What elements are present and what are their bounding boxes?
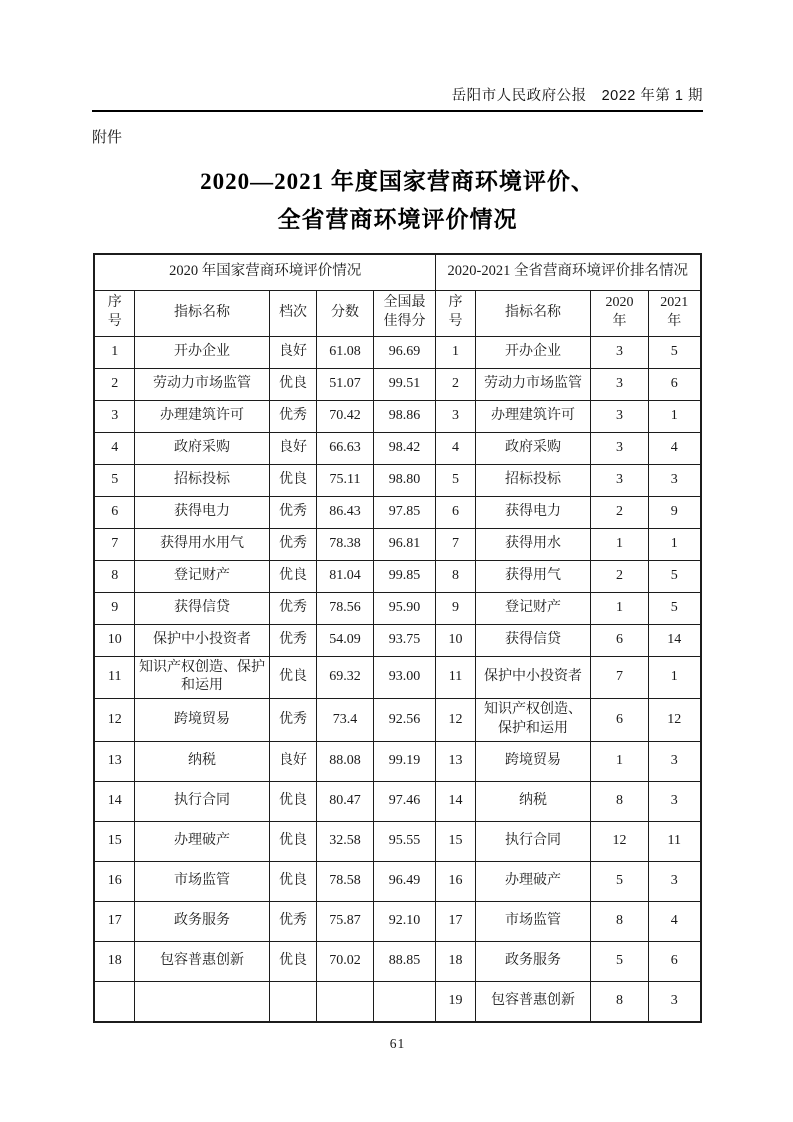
table-cell: 获得信贷 — [134, 592, 269, 624]
table-cell: 1 — [649, 656, 701, 699]
table-cell: 5 — [649, 336, 701, 368]
table-cell — [316, 982, 373, 1022]
table-cell: 跨境贸易 — [134, 699, 269, 742]
table-cell: 9 — [649, 496, 701, 528]
table-body — [94, 336, 700, 1022]
table-cell: 5 — [94, 464, 134, 496]
table-cell — [373, 982, 435, 1022]
table-cell: 14 — [649, 624, 701, 656]
table-cell: 市场监管 — [134, 862, 269, 902]
section-header-row — [94, 254, 700, 290]
document-title-line1: 2020—2021 年度国家营商环境评价、 — [200, 169, 595, 194]
table-cell: 登记财产 — [134, 560, 269, 592]
table-cell: 88.85 — [373, 942, 435, 982]
col-header-right-indicator: 指标名称 — [476, 290, 591, 336]
table-cell: 获得电力 — [134, 496, 269, 528]
table-cell: 优秀 — [269, 699, 316, 742]
table-row — [94, 528, 700, 560]
table-cell: 8 — [591, 982, 649, 1022]
table-cell: 14 — [94, 782, 134, 822]
col-header-rank-2021: 2021 年 — [649, 290, 701, 336]
table-cell: 6 — [436, 496, 476, 528]
table-cell: 优秀 — [269, 400, 316, 432]
table-cell — [269, 982, 316, 1022]
table-cell: 优良 — [269, 862, 316, 902]
table-cell: 11 — [649, 822, 701, 862]
table-cell: 97.85 — [373, 496, 435, 528]
col-header-grade: 档次 — [269, 290, 316, 336]
table-cell: 优良 — [269, 560, 316, 592]
table-cell: 执行合同 — [476, 822, 591, 862]
table-row — [94, 862, 700, 902]
table-cell: 54.09 — [316, 624, 373, 656]
table-cell: 66.63 — [316, 432, 373, 464]
page-number: 61 — [389, 1035, 406, 1051]
table-cell: 3 — [94, 400, 134, 432]
table-cell: 3 — [591, 368, 649, 400]
table-cell: 6 — [649, 942, 701, 982]
table-row — [94, 699, 700, 742]
table-cell: 3 — [649, 782, 701, 822]
table-cell: 81.04 — [316, 560, 373, 592]
table-cell: 保护中小投资者 — [476, 656, 591, 699]
table-row — [94, 742, 700, 782]
table-cell: 99.51 — [373, 368, 435, 400]
table-cell: 良好 — [269, 432, 316, 464]
table-cell: 13 — [94, 742, 134, 782]
table-cell: 51.07 — [316, 368, 373, 400]
col-header-score: 分数 — [316, 290, 373, 336]
table-cell: 优良 — [269, 942, 316, 982]
table-cell: 1 — [436, 336, 476, 368]
table-row — [94, 368, 700, 400]
table-cell: 7 — [591, 656, 649, 699]
table-cell: 办理建筑许可 — [134, 400, 269, 432]
table-cell: 12 — [591, 822, 649, 862]
table-cell: 获得用水用气 — [134, 528, 269, 560]
table-cell: 5 — [591, 862, 649, 902]
table-cell: 优良 — [269, 782, 316, 822]
table-cell: 3 — [591, 432, 649, 464]
table-cell: 1 — [591, 742, 649, 782]
column-header-row — [94, 290, 700, 336]
table-cell: 73.4 — [316, 699, 373, 742]
table-cell: 3 — [591, 336, 649, 368]
table-cell: 7 — [436, 528, 476, 560]
table-cell: 1 — [649, 400, 701, 432]
table-cell: 优良 — [269, 368, 316, 400]
table-cell: 13 — [436, 742, 476, 782]
table-cell: 97.46 — [373, 782, 435, 822]
table-cell: 5 — [591, 942, 649, 982]
table-cell: 3 — [649, 982, 701, 1022]
table-cell: 78.56 — [316, 592, 373, 624]
table-cell: 3 — [436, 400, 476, 432]
table-cell: 纳税 — [476, 782, 591, 822]
table-cell: 96.81 — [373, 528, 435, 560]
table-cell: 86.43 — [316, 496, 373, 528]
table-cell: 4 — [649, 432, 701, 464]
col-header-right-no: 序 号 — [436, 290, 476, 336]
table-cell: 包容普惠创新 — [476, 982, 591, 1022]
table-cell: 获得电力 — [476, 496, 591, 528]
table-cell: 17 — [94, 902, 134, 942]
table-cell: 包容普惠创新 — [134, 942, 269, 982]
table-cell: 1 — [94, 336, 134, 368]
table-cell: 4 — [649, 902, 701, 942]
table-cell: 登记财产 — [476, 592, 591, 624]
table-cell: 3 — [649, 862, 701, 902]
table-cell: 92.10 — [373, 902, 435, 942]
section-header-province: 2020-2021 全省营商环境评价排名情况 — [436, 254, 701, 290]
col-header-left-no: 序 号 — [94, 290, 134, 336]
table-cell: 15 — [94, 822, 134, 862]
table-cell: 17 — [436, 902, 476, 942]
table-cell: 4 — [94, 432, 134, 464]
table-head — [94, 254, 700, 336]
table-cell: 9 — [94, 592, 134, 624]
table-row — [94, 656, 700, 699]
table-cell: 96.49 — [373, 862, 435, 902]
table-cell: 市场监管 — [476, 902, 591, 942]
table-cell: 5 — [649, 592, 701, 624]
table-cell: 6 — [591, 699, 649, 742]
table-cell: 93.00 — [373, 656, 435, 699]
table-cell: 7 — [94, 528, 134, 560]
table-cell: 5 — [649, 560, 701, 592]
table-cell: 95.90 — [373, 592, 435, 624]
table-cell: 获得用气 — [476, 560, 591, 592]
table-row — [94, 902, 700, 942]
table-cell: 18 — [436, 942, 476, 982]
table-cell: 9 — [436, 592, 476, 624]
table-cell: 98.80 — [373, 464, 435, 496]
table-row — [94, 496, 700, 528]
table-cell: 92.56 — [373, 699, 435, 742]
table-cell: 69.32 — [316, 656, 373, 699]
table-cell: 2 — [591, 560, 649, 592]
table-cell: 6 — [94, 496, 134, 528]
table-cell: 开办企业 — [476, 336, 591, 368]
table-cell: 优良 — [269, 822, 316, 862]
table-row — [94, 560, 700, 592]
table-cell: 保护中小投资者 — [134, 624, 269, 656]
table-cell: 61.08 — [316, 336, 373, 368]
table-cell: 75.11 — [316, 464, 373, 496]
table-row — [94, 624, 700, 656]
table-cell: 4 — [436, 432, 476, 464]
table-cell: 优秀 — [269, 624, 316, 656]
table-row — [94, 942, 700, 982]
table-cell: 18 — [94, 942, 134, 982]
table-cell: 办理破产 — [134, 822, 269, 862]
table-cell: 6 — [649, 368, 701, 400]
table-cell: 11 — [94, 656, 134, 699]
table-cell: 78.38 — [316, 528, 373, 560]
table-cell: 知识产权创造、保护和运用 — [476, 699, 591, 742]
table-cell: 88.08 — [316, 742, 373, 782]
table-cell: 99.85 — [373, 560, 435, 592]
table-cell: 优良 — [269, 656, 316, 699]
table-cell: 70.02 — [316, 942, 373, 982]
bulletin-masthead: 岳阳市人民政府公报 2022 年第 1 期 — [92, 84, 703, 112]
evaluation-table — [93, 253, 701, 1023]
table-cell — [94, 982, 134, 1022]
table-cell: 8 — [94, 560, 134, 592]
table-cell: 16 — [436, 862, 476, 902]
attachment-label: 附件 — [92, 130, 123, 146]
table-cell: 优秀 — [269, 528, 316, 560]
table-cell: 8 — [591, 782, 649, 822]
table-cell: 纳税 — [134, 742, 269, 782]
table-cell: 招标投标 — [476, 464, 591, 496]
table-cell: 跨境贸易 — [476, 742, 591, 782]
table-cell: 优良 — [269, 464, 316, 496]
table-cell: 12 — [94, 699, 134, 742]
table-cell: 获得信贷 — [476, 624, 591, 656]
table-row — [94, 782, 700, 822]
table-row — [94, 336, 700, 368]
table-row — [94, 400, 700, 432]
table-cell: 19 — [436, 982, 476, 1022]
table-cell: 优秀 — [269, 902, 316, 942]
table-row — [94, 464, 700, 496]
table-cell: 16 — [94, 862, 134, 902]
table-cell: 95.55 — [373, 822, 435, 862]
table-cell: 75.87 — [316, 902, 373, 942]
table-cell: 政务服务 — [134, 902, 269, 942]
table-cell: 2 — [94, 368, 134, 400]
table-cell: 办理破产 — [476, 862, 591, 902]
document-title — [92, 163, 703, 239]
table-row — [94, 982, 700, 1022]
table-cell: 12 — [649, 699, 701, 742]
table-cell: 6 — [591, 624, 649, 656]
table-cell: 3 — [591, 400, 649, 432]
table-cell: 5 — [436, 464, 476, 496]
table-row — [94, 592, 700, 624]
table-row — [94, 432, 700, 464]
col-header-left-indicator: 指标名称 — [134, 290, 269, 336]
table-cell: 良好 — [269, 742, 316, 782]
table-cell: 10 — [94, 624, 134, 656]
table-cell: 2 — [436, 368, 476, 400]
document-title-line2: 全省营商环境评价情况 — [277, 207, 518, 232]
page-content — [92, 0, 703, 1052]
table-cell: 10 — [436, 624, 476, 656]
col-header-rank-2020: 2020 年 — [591, 290, 649, 336]
table-cell: 政府采购 — [134, 432, 269, 464]
table-cell: 98.86 — [373, 400, 435, 432]
table-cell: 11 — [436, 656, 476, 699]
table-cell: 99.19 — [373, 742, 435, 782]
table-cell: 15 — [436, 822, 476, 862]
table-cell: 良好 — [269, 336, 316, 368]
table-cell: 93.75 — [373, 624, 435, 656]
section-header-national: 2020 年国家营商环境评价情况 — [94, 254, 435, 290]
table-cell: 3 — [591, 464, 649, 496]
table-cell: 办理建筑许可 — [476, 400, 591, 432]
table-cell: 1 — [649, 528, 701, 560]
table-cell: 98.42 — [373, 432, 435, 464]
table-cell: 32.58 — [316, 822, 373, 862]
table-cell: 优秀 — [269, 496, 316, 528]
table-cell: 12 — [436, 699, 476, 742]
table-cell: 8 — [591, 902, 649, 942]
table-cell: 78.58 — [316, 862, 373, 902]
table-cell: 知识产权创造、保护和运用 — [134, 656, 269, 699]
table-cell: 14 — [436, 782, 476, 822]
table-cell: 优秀 — [269, 592, 316, 624]
table-cell: 2 — [591, 496, 649, 528]
table-cell: 1 — [591, 528, 649, 560]
table-cell: 招标投标 — [134, 464, 269, 496]
table-cell: 96.69 — [373, 336, 435, 368]
table-cell: 政府采购 — [476, 432, 591, 464]
table-cell: 劳动力市场监管 — [476, 368, 591, 400]
table-cell — [134, 982, 269, 1022]
table-cell: 70.42 — [316, 400, 373, 432]
table-cell: 8 — [436, 560, 476, 592]
table-cell: 政务服务 — [476, 942, 591, 982]
table-row — [94, 822, 700, 862]
table-cell: 开办企业 — [134, 336, 269, 368]
table-cell: 劳动力市场监管 — [134, 368, 269, 400]
table-cell: 获得用水 — [476, 528, 591, 560]
table-cell: 1 — [591, 592, 649, 624]
table-cell: 执行合同 — [134, 782, 269, 822]
table-cell: 3 — [649, 742, 701, 782]
col-header-national-best: 全国最 佳得分 — [373, 290, 435, 336]
table-cell: 3 — [649, 464, 701, 496]
table-cell: 80.47 — [316, 782, 373, 822]
